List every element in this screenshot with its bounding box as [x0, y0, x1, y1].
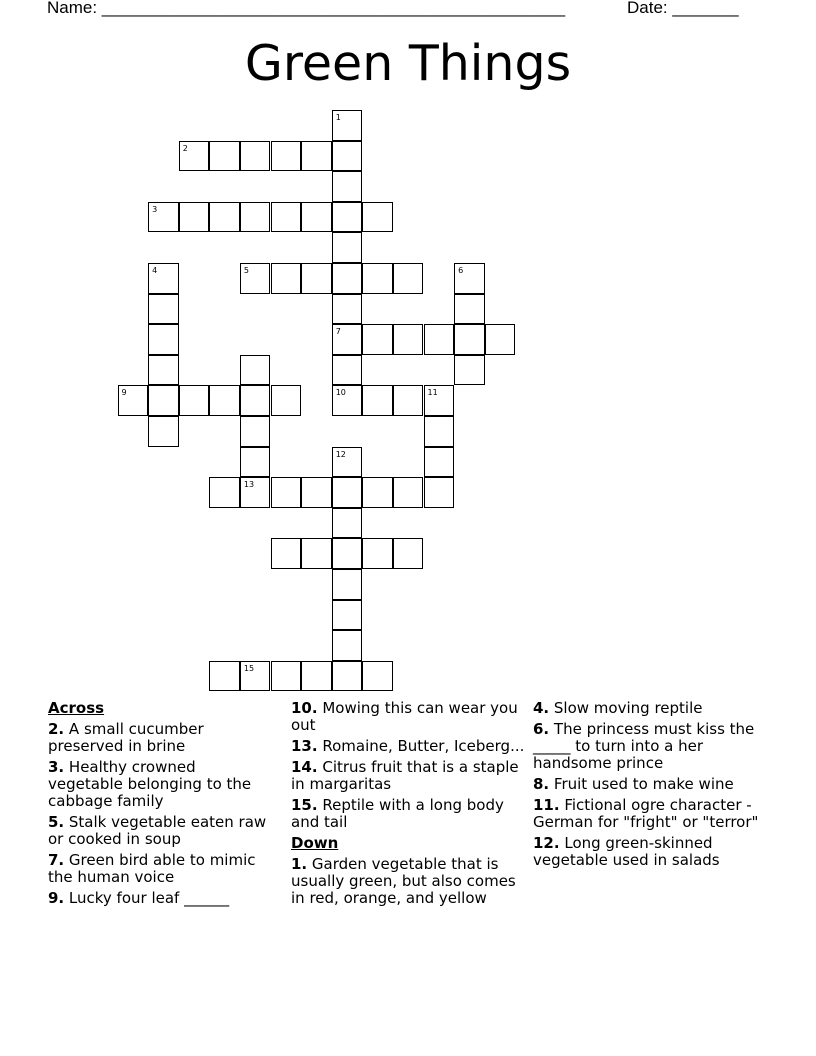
grid-cell[interactable]: [393, 263, 424, 294]
grid-cell[interactable]: [362, 538, 393, 569]
grid-cell[interactable]: [240, 385, 271, 416]
grid-cell[interactable]: [271, 538, 302, 569]
grid-cell[interactable]: [454, 294, 485, 325]
grid-cell[interactable]: [148, 294, 179, 325]
clue-number: 6: [458, 266, 464, 275]
clue-across-3: 3. Healthy crowned vegetable belonging to the cabbage family: [48, 758, 252, 810]
grid-cell[interactable]: [424, 324, 455, 355]
grid-cell[interactable]: [332, 630, 363, 661]
grid-cell[interactable]: [332, 202, 363, 233]
grid-cell[interactable]: [393, 477, 424, 508]
grid-cell[interactable]: [179, 385, 210, 416]
grid-cell[interactable]: [240, 202, 271, 233]
clue-down-1: 1. Garden vegetable that is usually green, but also comes in red, orange, and yellow: [291, 855, 516, 907]
grid-cell[interactable]: [393, 538, 424, 569]
grid-cell[interactable]: [301, 263, 332, 294]
grid-cell[interactable]: [271, 477, 302, 508]
grid-cell[interactable]: [148, 263, 179, 294]
grid-cell[interactable]: [209, 477, 240, 508]
grid-cell[interactable]: [393, 324, 424, 355]
grid-cell[interactable]: [148, 416, 179, 447]
grid-cell[interactable]: [332, 141, 363, 172]
grid-cell[interactable]: [118, 385, 149, 416]
grid-cell[interactable]: [240, 477, 271, 508]
clue-number: 5: [243, 266, 249, 275]
clue-across-14: 14. Citrus fruit that is a staple in margaritas: [291, 758, 519, 793]
grid-cell[interactable]: [209, 661, 240, 692]
grid-cell[interactable]: [424, 416, 455, 447]
grid-cell[interactable]: [179, 202, 210, 233]
clue-number: 1: [335, 113, 341, 122]
grid-cell[interactable]: [271, 141, 302, 172]
grid-cell[interactable]: [240, 416, 271, 447]
grid-cell[interactable]: [301, 661, 332, 692]
grid-cell[interactable]: [332, 171, 363, 202]
grid-cell[interactable]: [332, 569, 363, 600]
grid-cell[interactable]: [485, 324, 516, 355]
grid-cell[interactable]: [332, 661, 363, 692]
clue-down-11: 11. Fictional ogre character - German for "fright" or "terror": [533, 796, 759, 831]
grid-cell[interactable]: [332, 600, 363, 631]
clue-number: 4: [152, 266, 158, 275]
grid-cell[interactable]: [393, 385, 424, 416]
grid-cell[interactable]: [332, 232, 363, 263]
clue-across-2: 2. A small cucumber preserved in brine: [48, 720, 204, 755]
grid-cell[interactable]: [332, 385, 363, 416]
grid-cell[interactable]: [454, 355, 485, 386]
name-field[interactable]: [47, 0, 565, 18]
grid-cell[interactable]: [362, 385, 393, 416]
clue-number: 15: [243, 663, 255, 673]
clue-across-10: 10. Mowing this can wear you out: [291, 699, 518, 734]
clue-across-7: 7. Green bird able to mimic the human voice: [48, 851, 256, 886]
name-blank[interactable]: _________________________________________________: [101, 0, 566, 17]
name-label: Name:: [47, 0, 102, 17]
clue-down-8: 8. Fruit used to make wine: [533, 775, 734, 793]
grid-cell[interactable]: [362, 202, 393, 233]
grid-cell[interactable]: [362, 324, 393, 355]
clue-number: 7: [335, 327, 341, 337]
grid-cell[interactable]: [454, 263, 485, 294]
date-field[interactable]: [627, 0, 739, 18]
grid-cell[interactable]: [240, 263, 271, 294]
grid-cell[interactable]: [362, 477, 393, 508]
grid-cell[interactable]: [332, 294, 363, 325]
date-blank[interactable]: _______: [672, 0, 739, 17]
grid-cell[interactable]: [240, 661, 271, 692]
clue-across-5: 5. Stalk vegetable eaten raw or cooked in soup: [48, 813, 267, 848]
grid-cell[interactable]: [362, 263, 393, 294]
clue-number: 12: [335, 449, 346, 459]
grid-cell[interactable]: [332, 508, 363, 539]
grid-cell[interactable]: [424, 447, 455, 478]
grid-cell[interactable]: [271, 263, 302, 294]
grid-cell[interactable]: [454, 324, 485, 355]
clue-down-12: 12. Long green-skinned vegetable used in salads: [533, 834, 720, 869]
grid-cell[interactable]: [332, 110, 363, 141]
grid-cell[interactable]: [301, 477, 332, 508]
down-heading: Down: [291, 834, 339, 852]
page-title: Green Things: [244, 35, 572, 92]
down-clues-col3: [533, 700, 768, 873]
grid-cell[interactable]: [240, 141, 271, 172]
grid-cell[interactable]: [271, 385, 302, 416]
grid-cell[interactable]: [332, 538, 363, 569]
grid-cell[interactable]: [332, 477, 363, 508]
clue-down-6: 6. The princess must kiss the _____ to turn into a her handsome prince: [533, 720, 755, 772]
clue-number: 3: [152, 204, 158, 214]
grid-cell[interactable]: [148, 385, 179, 416]
clue-across-13: 13. Romaine, Butter, Iceberg...: [291, 737, 525, 755]
clue-number: 13: [243, 480, 255, 490]
grid-cell[interactable]: [179, 141, 210, 172]
across-heading: Across: [48, 699, 105, 717]
grid-cell[interactable]: [301, 141, 332, 172]
grid-cell[interactable]: [332, 447, 363, 478]
grid-cell[interactable]: [240, 355, 271, 386]
grid-cell[interactable]: [209, 141, 240, 172]
clue-down-4: 4. Slow moving reptile: [533, 699, 703, 717]
grid-cell[interactable]: [271, 202, 302, 233]
grid-cell[interactable]: [148, 355, 179, 386]
grid-cell[interactable]: [209, 385, 240, 416]
grid-cell[interactable]: [424, 477, 455, 508]
clue-across-15: 15. Reptile with a long body and tail: [291, 796, 504, 831]
across-clues-col1: [48, 700, 273, 911]
grid-cell[interactable]: [271, 661, 302, 692]
grid-cell[interactable]: [148, 202, 179, 233]
grid-cell[interactable]: [209, 202, 240, 233]
clues-col2: [291, 700, 526, 911]
grid-cell[interactable]: [240, 447, 271, 478]
grid-cell[interactable]: [332, 324, 363, 355]
grid-cell[interactable]: [362, 661, 393, 692]
date-label: Date:: [627, 0, 673, 17]
grid-cell[interactable]: [148, 324, 179, 355]
clue-across-9: 9. Lucky four leaf ______: [48, 889, 230, 907]
grid-cell[interactable]: [332, 263, 363, 294]
grid-cell[interactable]: [424, 385, 455, 416]
grid-cell[interactable]: [332, 355, 363, 386]
clue-number: 11: [427, 388, 438, 398]
clue-number: 9: [121, 388, 127, 398]
clue-number: 2: [182, 143, 188, 153]
grid-cell[interactable]: [301, 202, 332, 233]
grid-cell[interactable]: [301, 538, 332, 569]
clue-number: 10: [335, 388, 346, 398]
